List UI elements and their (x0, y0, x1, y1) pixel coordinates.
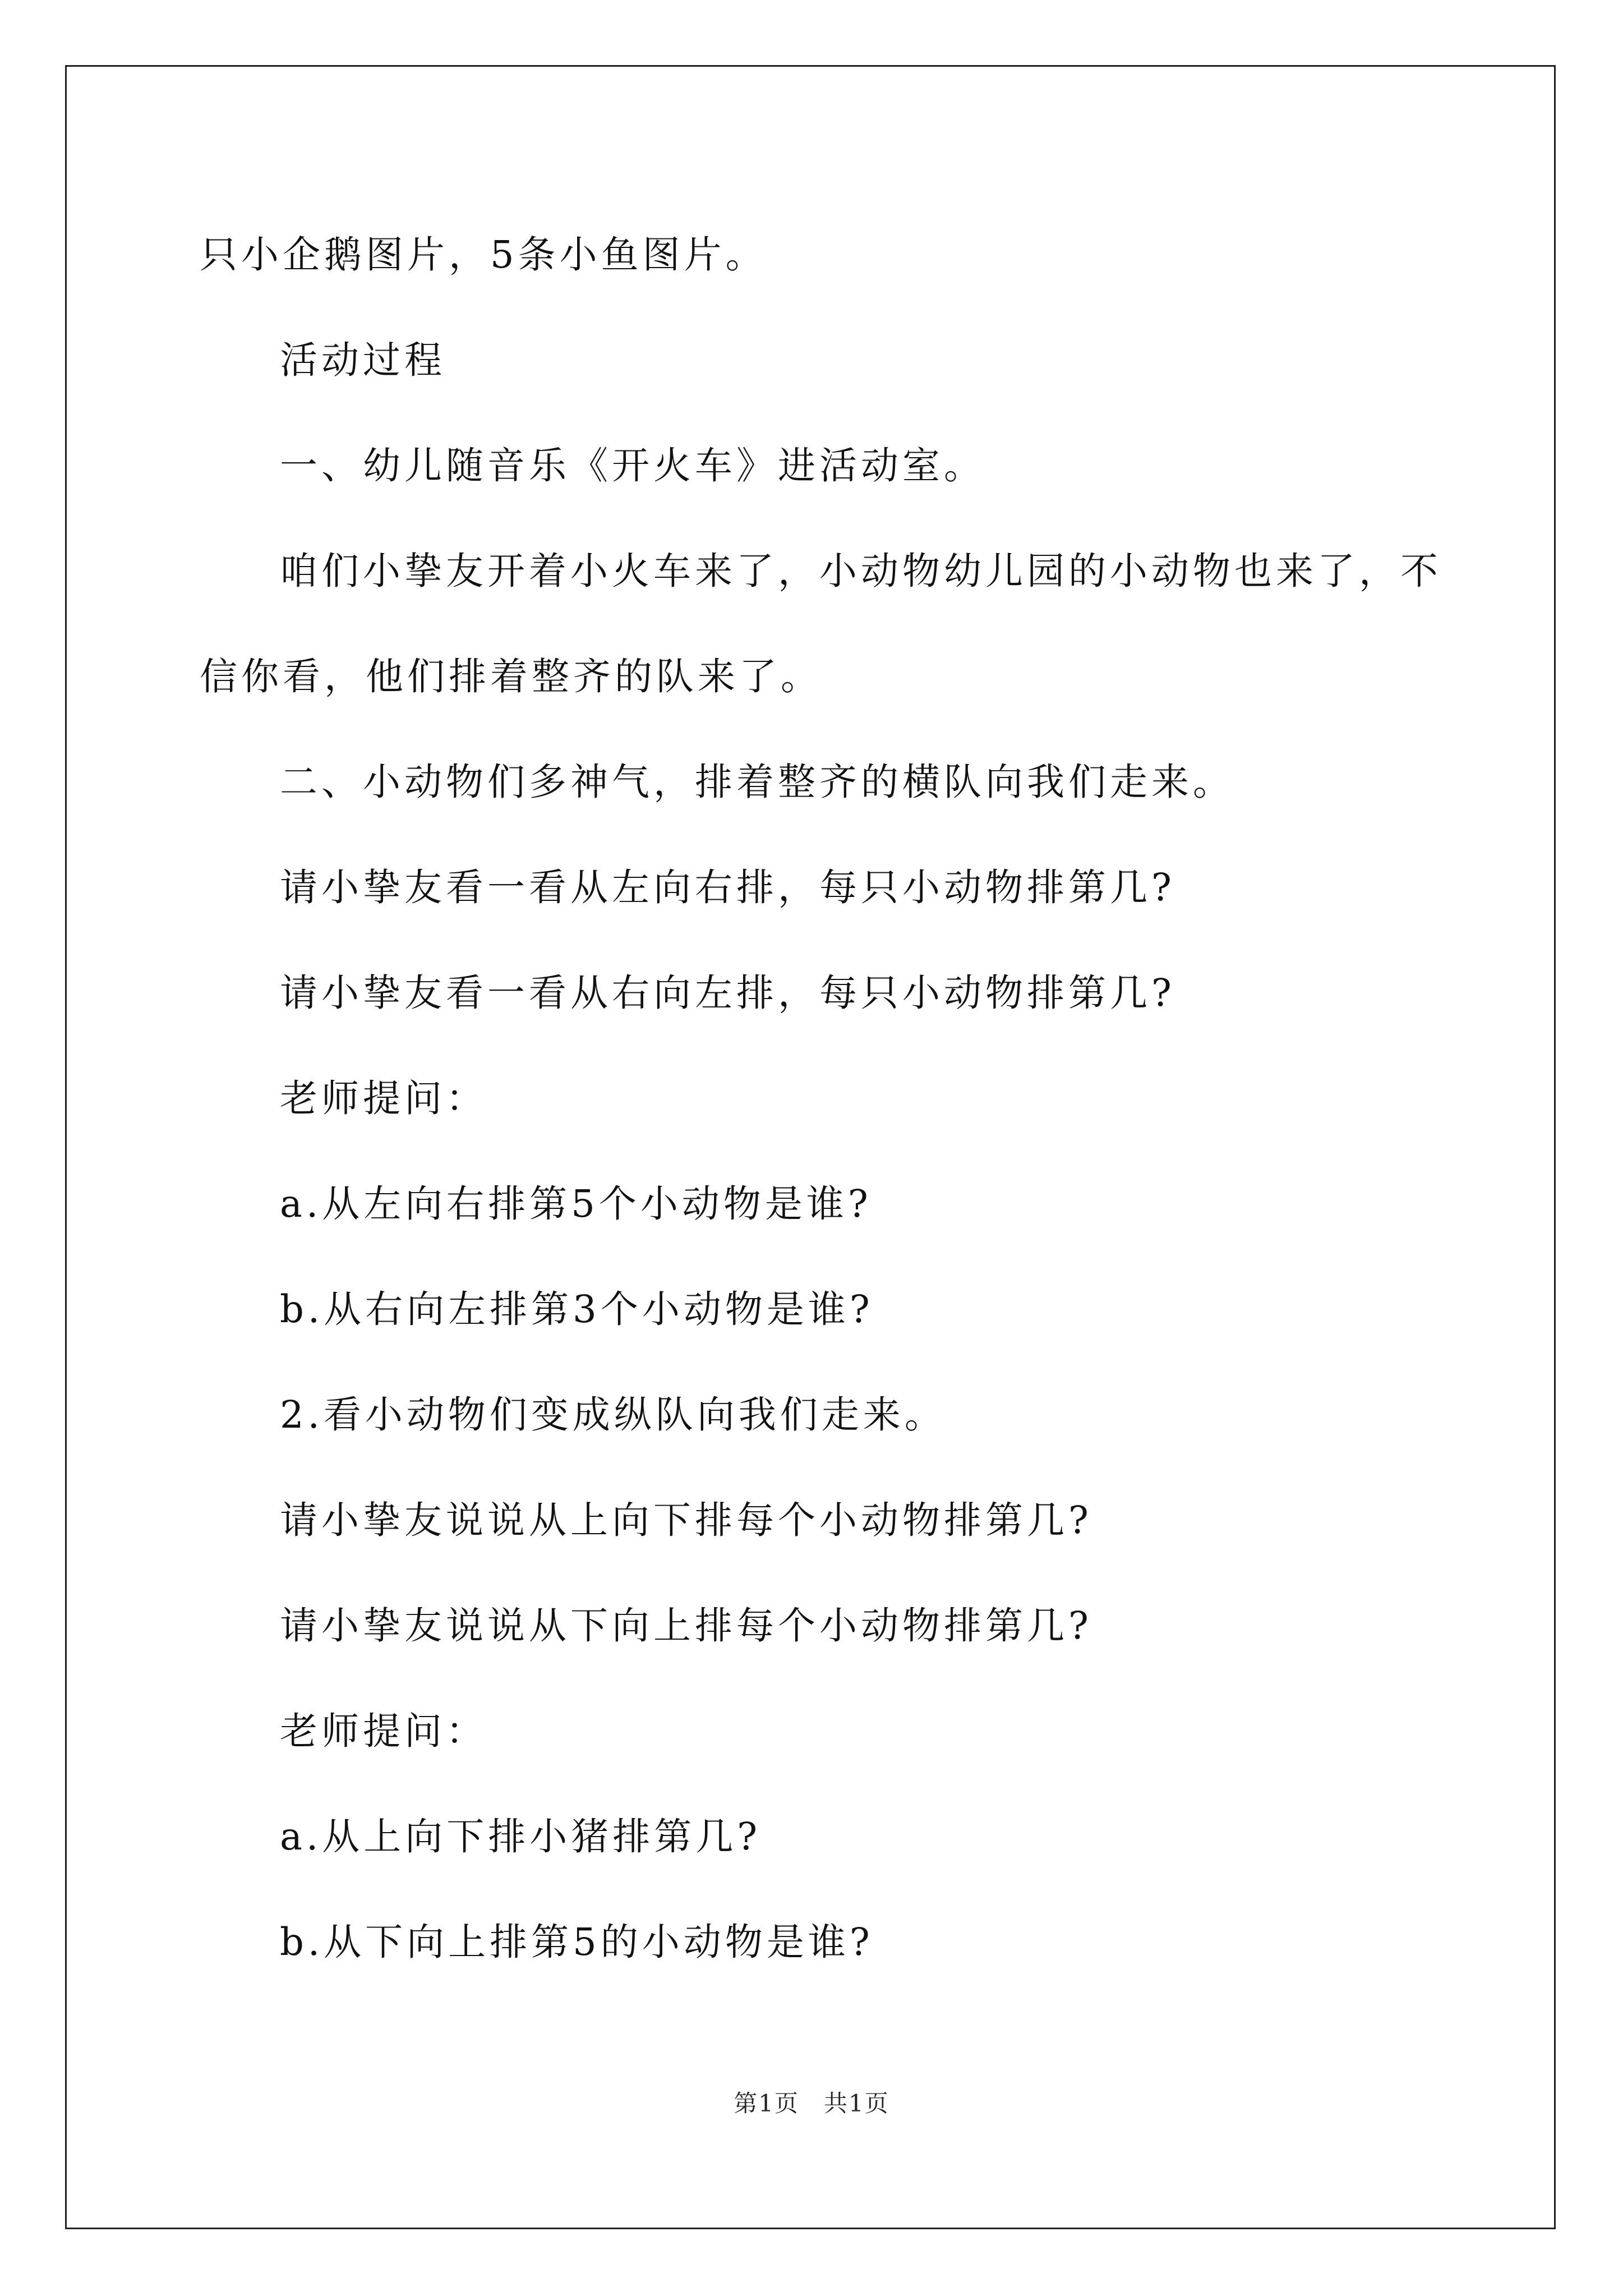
page-number: 第1页 共1页 (734, 2090, 889, 2117)
body-line: 老师提问： (280, 1076, 487, 1120)
body-line: 信你看，他们排着整齐的队来了。 (200, 655, 822, 698)
body-line: 只小企鹅图片，5条小鱼图片。 (200, 233, 767, 277)
body-line: 二、小动物们多神气，排着整齐的横队向我们走来。 (280, 760, 1234, 804)
body-line: 请小挚友说说从下向上排每个小动物排第几? (280, 1604, 1092, 1648)
section-heading: 活动过程 (280, 338, 446, 382)
body-line: 请小挚友说说从上向下排每个小动物排第几? (280, 1498, 1092, 1542)
body-line: 2.看小动物们变成纵队向我们走来。 (280, 1393, 946, 1437)
body-line: b.从右向左排第3个小动物是谁? (280, 1287, 874, 1331)
page-border (65, 65, 1556, 2229)
body-line: 请小挚友看一看从左向右排，每只小动物排第几? (280, 866, 1175, 909)
body-line: 请小挚友看一看从右向左排，每只小动物排第几? (280, 971, 1175, 1015)
body-line: a.从左向右排第5个小动物是谁? (280, 1182, 872, 1226)
body-line: b.从下向上排第5的小动物是谁? (280, 1920, 874, 1964)
body-line: 老师提问： (280, 1709, 487, 1753)
body-line: 一、幼儿随音乐《开火车》进活动室。 (280, 444, 985, 487)
body-line: 咱们小挚友开着小火车来了，小动物幼儿园的小动物也来了，不 (280, 549, 1442, 593)
body-line: a.从上向下排小猪排第几? (280, 1815, 762, 1858)
